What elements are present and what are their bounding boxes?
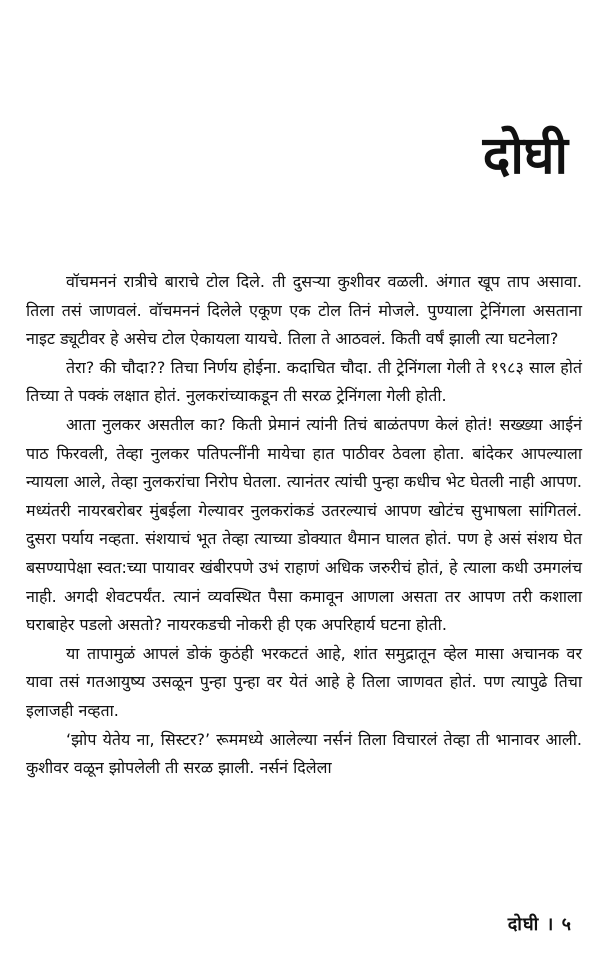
paragraph: आता नुलकर असतील का? किती प्रेमानं त्यांनी तिचं बाळंतपण केलं होतं! सख्ख्या आईनं पाठ फिरवली, तेव्हा नुलकर पतिपत्नींनी मायेचा हात पाठीवर ठेवला होता. बांदेकर आपल्याला न्यायला आले, तेव्हा नुलकरांचा निरोप घेतला. त्यानंतर त्यांची पुन्हा कधीच भेट घेतली नाही आपण. मध्यंतरी नायरबरोबर मुंबईला गेल्यावर नुलकरांकडं उतरल्याचं आपण खोटंच सुभाषला सांगितलं. दुसरा पर्याय नव्हता. संशयाचं भूत तेव्हा त्याच्या डोक्यात थैमान घालत होतं. पण हे असं संशय घेत बसण्यापेक्षा स्वत:च्या पायावर खंबीरपणे उभं राहाणं अधिक जरुरीचं होतं, हे त्याला कधी उमगलंच नाही. अगदी शेवटपर्यंत. त्यानं व्यवस्थित पैसा कमावून आणला असता तर आपण तरी कशाला घराबाहेर पडलो असतो? नायरकडची नोकरी ही एक अपरिहार्य घटना होती. (26, 414, 582, 635)
chapter-title: दोघी (482, 126, 568, 186)
body-text (26, 268, 582, 783)
paragraph: या तापामुळं आपलं डोकं कुठंही भरकटतं आहे, शांत समुद्रातून व्हेल मासा अचानक वर यावा तसं गतआयुष्य उसळून पुन्हा पुन्हा वर येतं आहे हे तिला जाणवत होतं. पण त्यापुढे तिचा इलाजही नव्हता. (26, 643, 582, 720)
paragraph: ‘झोप येतेय ना, सिस्टर?’ रूममध्ये आलेल्या नर्सनं तिला विचारलं तेव्हा ती भानावर आली. कुशीवर वळून झोपलेली ती सरळ झाली. नर्सनं दिलेला (26, 729, 582, 778)
paragraph: तेरा? की चौदा?? तिचा निर्णय होईना. कदाचित चौदा. ती ट्रेनिंगला गेली ते १९८३ साल होतं तिच्या ते पक्कं लक्षात होतं. नुलकरांच्याकडून ती सरळ ट्रेनिंगला गेली होती. (26, 357, 582, 406)
page-footer: दोघी । ५ (507, 914, 572, 935)
paragraph: वॉचमननं रात्रीचे बाराचे टोल दिले. ती दुसऱ्या कुशीवर वळली. अंगात खूप ताप असावा. तिला तसं जाणवलं. वॉचमननं दिलेले एकूण एक टोल तिनं मोजले. पुण्याला ट्रेनिंगला असताना नाइट ड्यूटीवर हे असेच टोल ऐकायला यायचे. तिला ते आठवलं. किती वर्षं झाली त्या घटनेला? (26, 272, 582, 349)
